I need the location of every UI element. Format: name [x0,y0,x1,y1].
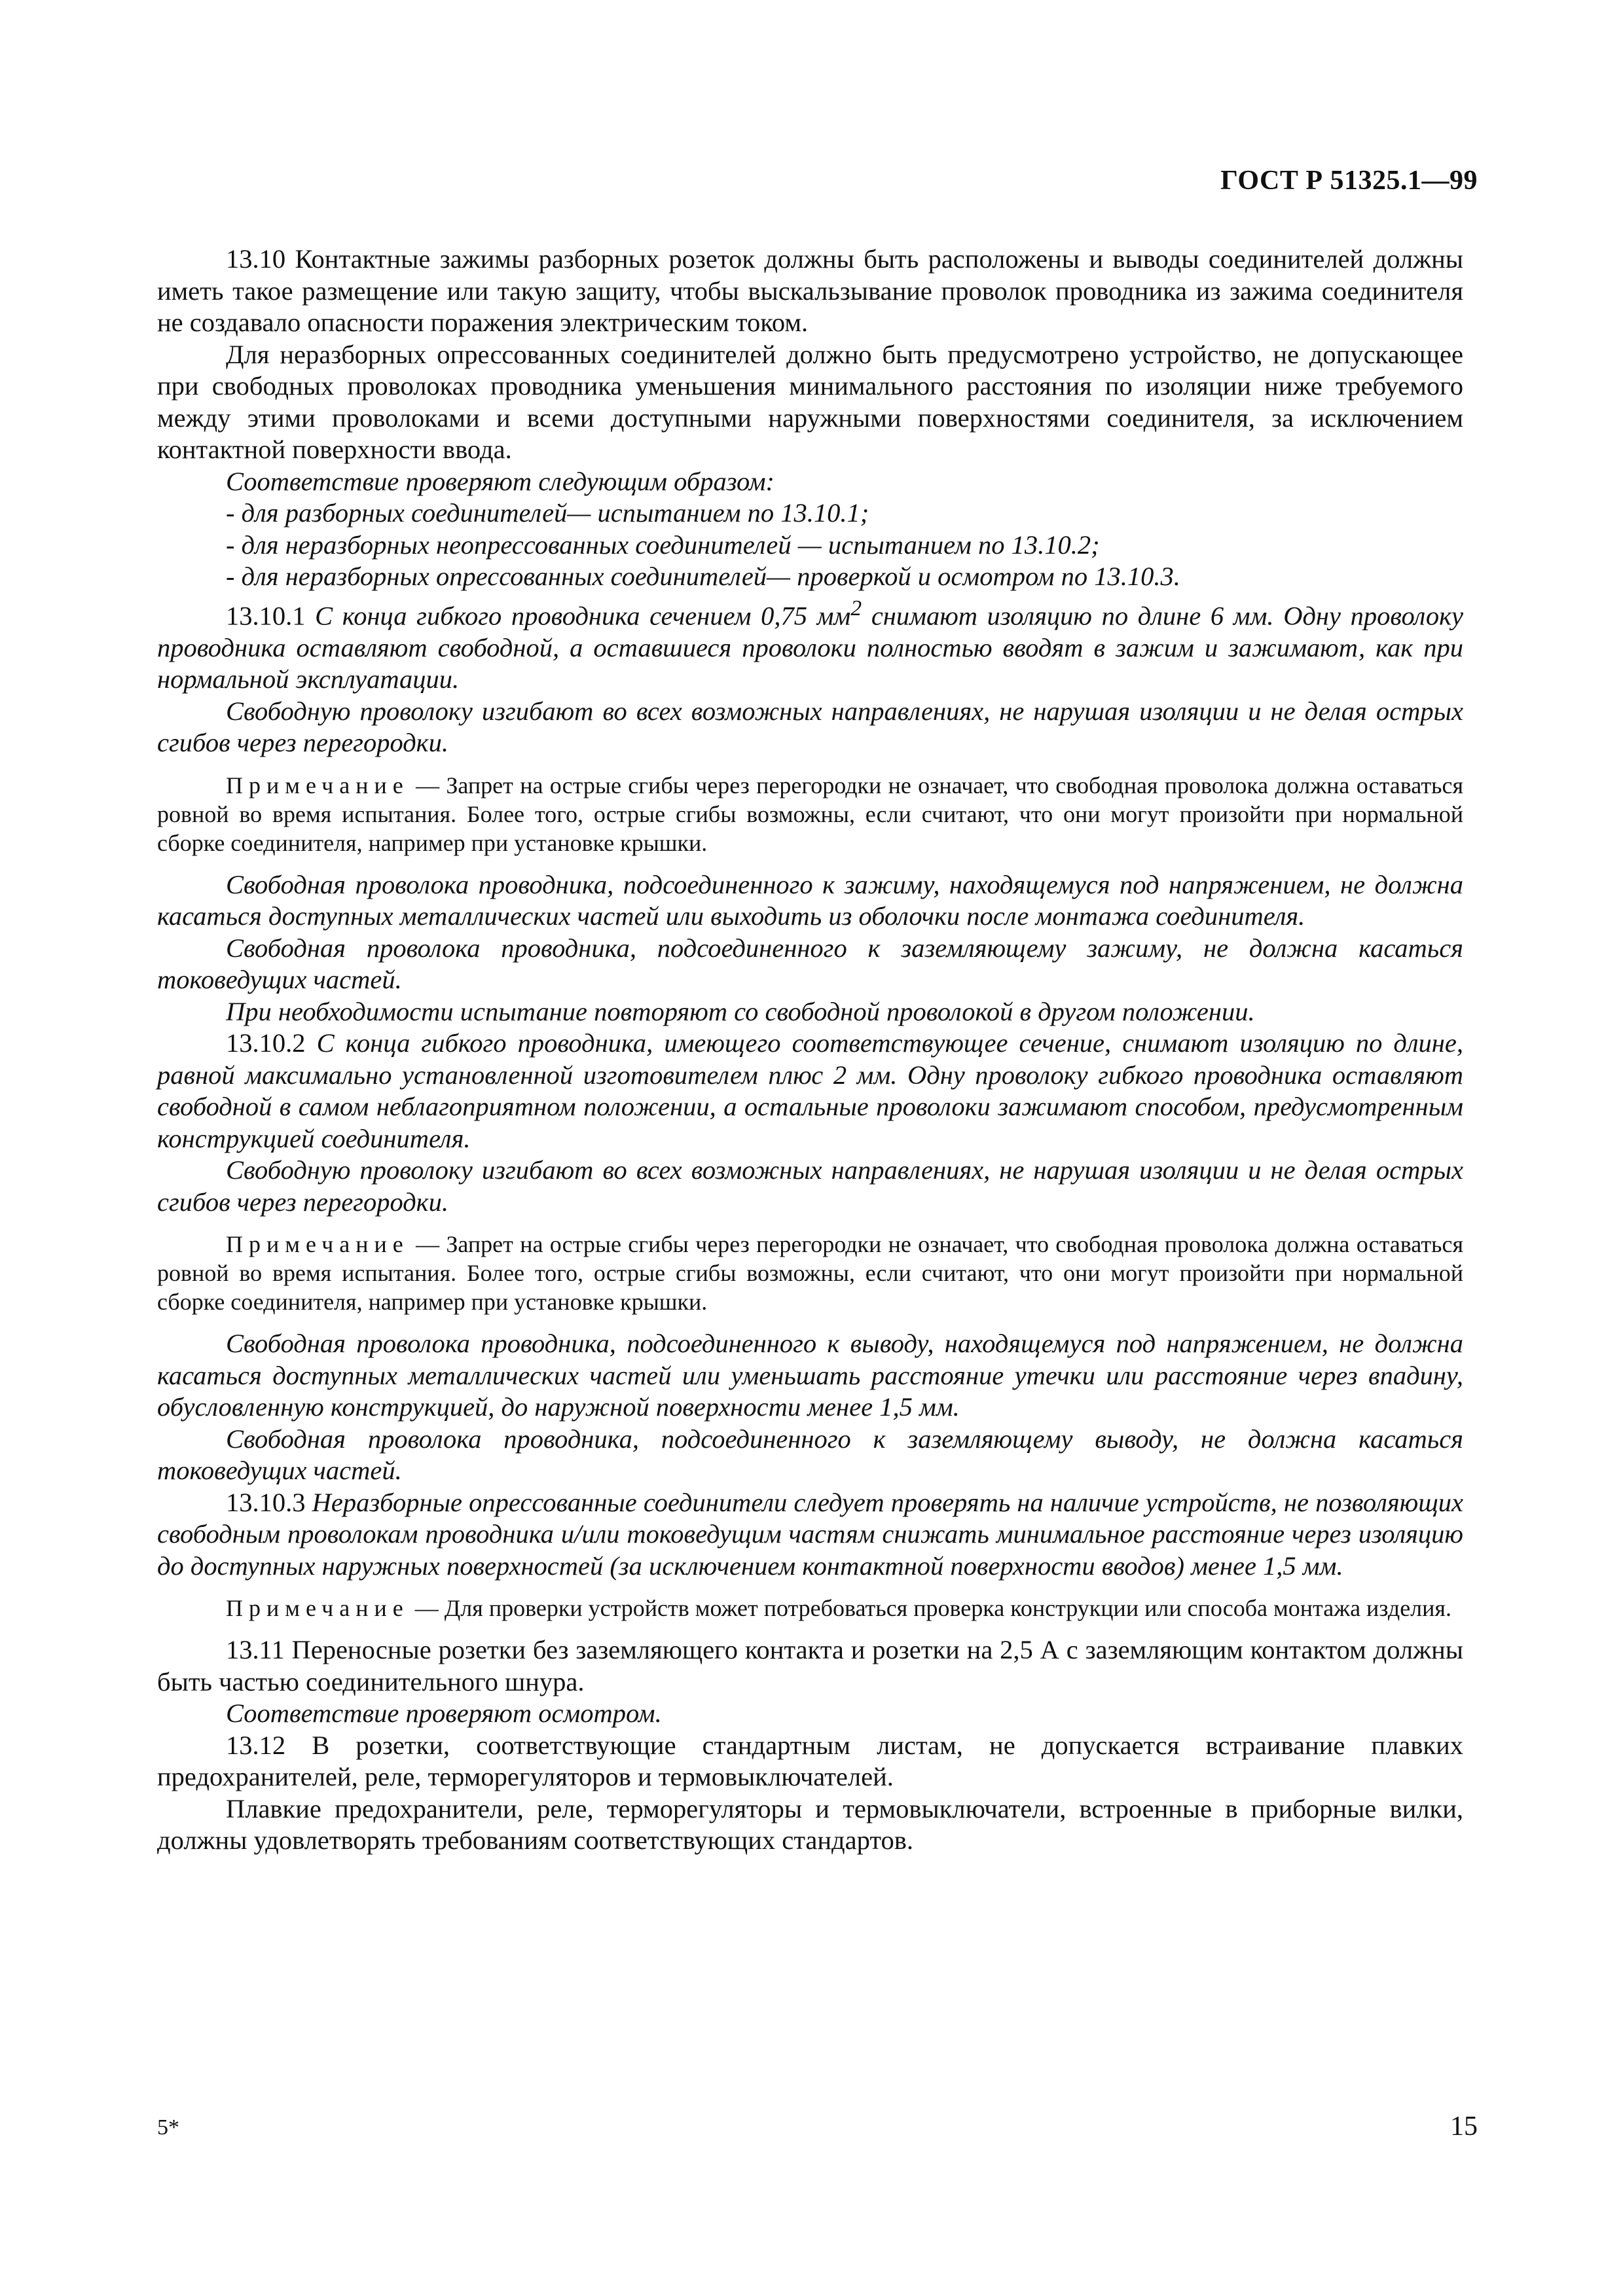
page-number: 15 [1450,2111,1478,2142]
compliance-item-2: - для неразборных неопрессованных соединителей — испытанием по 13.10.2; [226,529,1100,560]
paragraph-inspection: Соответствие проверяют осмотром. [226,1698,662,1728]
paragraph-fuses: Плавкие предохранители, реле, терморегуляторы и термовыключатели, встроенные в приборные вилки, должны удовлетворять требованиям соответствующих стандартов. [157,1793,1463,1855]
note-label: Примечание [226,1595,409,1621]
compliance-intro: Соответствие проверяют следующим образом: [226,466,775,496]
note-2 [157,1230,1463,1316]
paragraph-13-10-2 [157,1028,1463,1155]
note-text: — Для проверки устройств может потребоваться проверка конструкции или способа монтажа изделия. [414,1595,1451,1621]
paragraph-13-11: 13.11 Переносные розетки без заземляющего контакта и розетки на 2,5 А с заземляющим контактом должны быть частью соединительного шнура. [157,1635,1463,1696]
clause-number: 13.10.3 [226,1487,306,1517]
standard-code-header: ГОСТ Р 51325.1—99 [1220,166,1478,196]
clause-text: С конца гибкого проводника сечением 0,75 мм [315,601,851,630]
document-body [157,243,1463,1857]
compliance-item-1: - для разборных соединителей— испытанием по 13.10.1; [226,498,869,528]
signature-mark: 5* [157,2115,179,2140]
note-text: — Запрет на острые сгибы через перегородки не означает, что свободная проволока должна оставаться ровной во время испытания. Более того, острые сгибы возможны, если считают, что они могут произойти при нормальной сборке соединителя, например при установке крышки. [157,1231,1464,1315]
paragraph-13-12: 13.12 В розетки, соответствующие стандартным листам, не допускается встраивание плавких предохранителей, реле, терморегуляторов и термовыключателей. [157,1730,1463,1791]
note-label: Примечание [226,1231,409,1257]
paragraph-earth-clamp: Свободная проволока проводника, подсоединенного к заземляющему зажиму, не должна касаться токоведущих частей. [157,933,1463,994]
clause-number: 13.10.2 [226,1028,306,1058]
note-1 [157,771,1463,857]
paragraph-13-10: 13.10 Контактные зажимы разборных розеток должны быть расположены и выводы соединителей должны иметь такое размещение или такую защиту, чтобы выскальзывание проволок проводника из зажима соединителя не создавало опасности поражения электрическим током. [157,244,1463,337]
clause-text: Неразборные опрессованные соединители следует проверять на наличие устройств, не позволяющих свободным проволокам проводника и/или токоведущим частям снижать минимальное расстояние через изоляцию до доступных наружных поверхностей (за исключением контактной поверхности вводов) менее 1,5 мм. [157,1487,1463,1581]
clause-text: снимают изоляцию по длине 6 мм. Одну проволоку проводника оставляют свободной, а оставшиеся проволоки полностью вводят в зажим и зажимают, как при нормальной эксплуатации. [157,601,1464,694]
paragraph-earth-terminal: Свободная проволока проводника, подсоединенного к заземляющему выводу, не должна касаться токоведущих частей. [157,1424,1463,1485]
paragraph-repeat-test: При необходимости испытание повторяют со свободной проволокой в другом положении. [226,996,1255,1026]
paragraph-13-10-3 [157,1487,1463,1583]
paragraph-non-dismountable: Для неразборных опрессованных соединителей должно быть предусмотрено устройство, не допускающее при свободных проволоках проводника уменьшения минимального расстояния по изоляции ниже требуемого между этими проволоками и всеми доступными наружными поверхностями соединителя, за исключением контактной поверхности ввода. [157,339,1463,464]
note-text: — Запрет на острые сгибы через перегородки не означает, что свободная проволока должна оставаться ровной во время испытания. Более того, острые сгибы возможны, если считают, что они могут произойти при нормальной сборке соединителя, например при установке крышки. [157,772,1464,856]
clause-text: С конца гибкого проводника, имеющего соответствующее сечение, снимают изоляцию по длине, равной максимально установленной изготовителем плюс 2 мм. Одну проволоку гибкого проводника оставляют свободной в самом неблагоприятном положении, а остальные проволоки зажимают способом, предусмотренным конструкцией соединителя. [157,1028,1463,1153]
superscript: 2 [850,596,862,620]
note-label: Примечание [226,772,409,798]
paragraph-13-10-1 [157,593,1463,696]
clause-number: 13.10.1 [226,601,306,630]
paragraph-live-terminal: Свободная проволока проводника, подсоединенного к выводу, находящемуся под напряжением, не должна касаться доступных металлических частей или уменьшать расстояние утечки или расстояние через впадину, обусловленную конструкцией, до наружной поверхности менее 1,5 мм. [157,1329,1463,1422]
paragraph-bend-wire-2: Свободную проволоку изгибают во всех возможных направлениях, не нарушая изоляции и не делая острых сгибов через перегородки. [157,1155,1463,1217]
paragraph-live-clamp: Свободная проволока проводника, подсоединенного к зажиму, находящемуся под напряжением, не должна касаться доступных металлических частей или выходить из оболочки после монтажа соединителя. [157,869,1463,931]
compliance-item-3: - для неразборных опрессованных соединителей— проверкой и осмотром по 13.10.3. [226,562,1180,591]
paragraph-bend-wire-1: Свободную проволоку изгибают во всех возможных направлениях, не нарушая изоляции и не делая острых сгибов через перегородки. [157,696,1463,757]
note-3 [157,1594,1463,1623]
